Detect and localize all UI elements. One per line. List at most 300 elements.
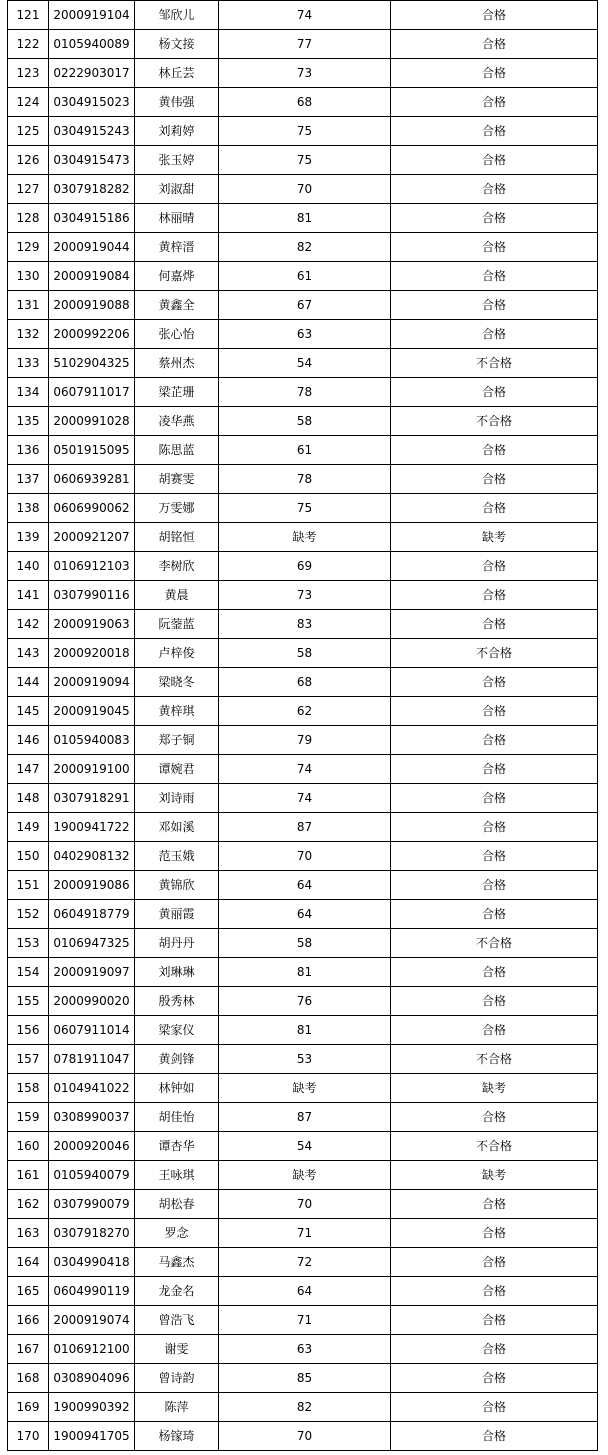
score-cell: 87 xyxy=(219,813,391,842)
row-number-cell: 157 xyxy=(8,1045,49,1074)
candidate-name-cell: 林丘芸 xyxy=(135,59,219,88)
candidate-name-cell: 卢梓俊 xyxy=(135,639,219,668)
table-row xyxy=(8,1364,598,1393)
result-cell: 合格 xyxy=(391,958,598,987)
row-number-cell: 163 xyxy=(8,1219,49,1248)
table-row xyxy=(8,1161,598,1190)
result-cell: 合格 xyxy=(391,59,598,88)
score-cell: 77 xyxy=(219,30,391,59)
result-cell: 合格 xyxy=(391,378,598,407)
score-cell: 70 xyxy=(219,1190,391,1219)
candidate-id-cell: 2000992206 xyxy=(49,320,135,349)
result-cell: 不合格 xyxy=(391,349,598,378)
row-number-cell: 129 xyxy=(8,233,49,262)
score-cell: 85 xyxy=(219,1364,391,1393)
row-number-cell: 131 xyxy=(8,291,49,320)
result-cell: 合格 xyxy=(391,1393,598,1422)
candidate-name-cell: 张玉婷 xyxy=(135,146,219,175)
table-row xyxy=(8,1248,598,1277)
result-cell: 合格 xyxy=(391,697,598,726)
candidate-id-cell: 1900990392 xyxy=(49,1393,135,1422)
table-row xyxy=(8,1074,598,1103)
row-number-cell: 122 xyxy=(8,30,49,59)
candidate-id-cell: 2000919094 xyxy=(49,668,135,697)
row-number-cell: 142 xyxy=(8,610,49,639)
result-cell: 合格 xyxy=(391,1335,598,1364)
candidate-name-cell: 王咏琪 xyxy=(135,1161,219,1190)
score-cell: 58 xyxy=(219,407,391,436)
candidate-name-cell: 罗念 xyxy=(135,1219,219,1248)
table-row xyxy=(8,871,598,900)
candidate-id-cell: 0106912100 xyxy=(49,1335,135,1364)
candidate-id-cell: 0307918291 xyxy=(49,784,135,813)
candidate-id-cell: 0105940079 xyxy=(49,1161,135,1190)
score-cell: 82 xyxy=(219,233,391,262)
candidate-id-cell: 0308990037 xyxy=(49,1103,135,1132)
result-cell: 合格 xyxy=(391,1277,598,1306)
score-table-body xyxy=(8,1,598,1451)
row-number-cell: 154 xyxy=(8,958,49,987)
candidate-name-cell: 黄伟强 xyxy=(135,88,219,117)
candidate-name-cell: 谭婉君 xyxy=(135,755,219,784)
result-cell: 合格 xyxy=(391,436,598,465)
row-number-cell: 159 xyxy=(8,1103,49,1132)
score-cell: 70 xyxy=(219,842,391,871)
row-number-cell: 130 xyxy=(8,262,49,291)
candidate-id-cell: 0304915186 xyxy=(49,204,135,233)
candidate-id-cell: 2000919044 xyxy=(49,233,135,262)
result-cell: 合格 xyxy=(391,1103,598,1132)
result-cell: 合格 xyxy=(391,755,598,784)
table-row xyxy=(8,1422,598,1451)
candidate-name-cell: 胡佳怡 xyxy=(135,1103,219,1132)
candidate-id-cell: 2000921207 xyxy=(49,523,135,552)
result-cell: 合格 xyxy=(391,1219,598,1248)
score-cell: 54 xyxy=(219,1132,391,1161)
candidate-name-cell: 黄丽霞 xyxy=(135,900,219,929)
row-number-cell: 135 xyxy=(8,407,49,436)
candidate-id-cell: 0607911017 xyxy=(49,378,135,407)
candidate-id-cell: 2000919100 xyxy=(49,755,135,784)
candidate-name-cell: 胡丹丹 xyxy=(135,929,219,958)
row-number-cell: 147 xyxy=(8,755,49,784)
table-row xyxy=(8,1335,598,1364)
table-row xyxy=(8,958,598,987)
row-number-cell: 143 xyxy=(8,639,49,668)
result-cell: 缺考 xyxy=(391,523,598,552)
result-cell: 不合格 xyxy=(391,639,598,668)
candidate-id-cell: 0607911014 xyxy=(49,1016,135,1045)
score-cell: 87 xyxy=(219,1103,391,1132)
result-cell: 合格 xyxy=(391,1016,598,1045)
candidate-name-cell: 杨镓琦 xyxy=(135,1422,219,1451)
table-row xyxy=(8,1045,598,1074)
result-cell: 合格 xyxy=(391,320,598,349)
table-row xyxy=(8,1219,598,1248)
row-number-cell: 127 xyxy=(8,175,49,204)
row-number-cell: 161 xyxy=(8,1161,49,1190)
candidate-id-cell: 0307918270 xyxy=(49,1219,135,1248)
result-cell: 缺考 xyxy=(391,1074,598,1103)
candidate-name-cell: 黄锦欣 xyxy=(135,871,219,900)
candidate-name-cell: 谭杏华 xyxy=(135,1132,219,1161)
table-row xyxy=(8,30,598,59)
candidate-name-cell: 阮蓥蓝 xyxy=(135,610,219,639)
candidate-id-cell: 2000919063 xyxy=(49,610,135,639)
result-cell: 合格 xyxy=(391,1364,598,1393)
candidate-name-cell: 杨文接 xyxy=(135,30,219,59)
score-cell: 63 xyxy=(219,1335,391,1364)
row-number-cell: 164 xyxy=(8,1248,49,1277)
table-row xyxy=(8,581,598,610)
candidate-id-cell: 2000919088 xyxy=(49,291,135,320)
score-cell: 83 xyxy=(219,610,391,639)
table-row xyxy=(8,262,598,291)
table-row xyxy=(8,88,598,117)
candidate-name-cell: 刘淑甜 xyxy=(135,175,219,204)
result-cell: 缺考 xyxy=(391,1161,598,1190)
table-row xyxy=(8,349,598,378)
candidate-id-cell: 0304915023 xyxy=(49,88,135,117)
score-cell: 78 xyxy=(219,465,391,494)
score-cell: 78 xyxy=(219,378,391,407)
result-cell: 合格 xyxy=(391,204,598,233)
candidate-id-cell: 2000920018 xyxy=(49,639,135,668)
table-row xyxy=(8,1103,598,1132)
candidate-name-cell: 胡赛雯 xyxy=(135,465,219,494)
candidate-name-cell: 刘琳琳 xyxy=(135,958,219,987)
row-number-cell: 138 xyxy=(8,494,49,523)
table-row xyxy=(8,784,598,813)
candidate-name-cell: 林丽晴 xyxy=(135,204,219,233)
result-cell: 合格 xyxy=(391,813,598,842)
candidate-name-cell: 陈萍 xyxy=(135,1393,219,1422)
score-cell: 缺考 xyxy=(219,1161,391,1190)
row-number-cell: 170 xyxy=(8,1422,49,1451)
score-cell: 74 xyxy=(219,755,391,784)
candidate-name-cell: 何嘉烨 xyxy=(135,262,219,291)
score-cell: 73 xyxy=(219,59,391,88)
result-cell: 不合格 xyxy=(391,1132,598,1161)
candidate-id-cell: 0307990079 xyxy=(49,1190,135,1219)
score-cell: 81 xyxy=(219,1016,391,1045)
table-row xyxy=(8,1,598,30)
row-number-cell: 149 xyxy=(8,813,49,842)
candidate-name-cell: 范玉娥 xyxy=(135,842,219,871)
result-cell: 合格 xyxy=(391,262,598,291)
candidate-name-cell: 黄鑫全 xyxy=(135,291,219,320)
score-cell: 61 xyxy=(219,436,391,465)
candidate-id-cell: 2000919084 xyxy=(49,262,135,291)
table-row xyxy=(8,900,598,929)
table-row xyxy=(8,610,598,639)
candidate-name-cell: 张心怡 xyxy=(135,320,219,349)
candidate-name-cell: 龙金名 xyxy=(135,1277,219,1306)
row-number-cell: 139 xyxy=(8,523,49,552)
candidate-id-cell: 0307918282 xyxy=(49,175,135,204)
candidate-name-cell: 刘莉婷 xyxy=(135,117,219,146)
row-number-cell: 133 xyxy=(8,349,49,378)
row-number-cell: 160 xyxy=(8,1132,49,1161)
table-row xyxy=(8,755,598,784)
table-row xyxy=(8,146,598,175)
score-cell: 75 xyxy=(219,494,391,523)
table-row xyxy=(8,639,598,668)
candidate-name-cell: 梁家仪 xyxy=(135,1016,219,1045)
candidate-name-cell: 凌华燕 xyxy=(135,407,219,436)
score-cell: 71 xyxy=(219,1219,391,1248)
row-number-cell: 124 xyxy=(8,88,49,117)
result-cell: 合格 xyxy=(391,1,598,30)
table-row xyxy=(8,552,598,581)
row-number-cell: 169 xyxy=(8,1393,49,1422)
result-cell: 不合格 xyxy=(391,1045,598,1074)
row-number-cell: 125 xyxy=(8,117,49,146)
result-cell: 合格 xyxy=(391,784,598,813)
score-cell: 76 xyxy=(219,987,391,1016)
table-row xyxy=(8,1306,598,1335)
candidate-id-cell: 1900941705 xyxy=(49,1422,135,1451)
score-cell: 68 xyxy=(219,88,391,117)
candidate-id-cell: 2000919086 xyxy=(49,871,135,900)
row-number-cell: 132 xyxy=(8,320,49,349)
row-number-cell: 165 xyxy=(8,1277,49,1306)
candidate-name-cell: 李树欣 xyxy=(135,552,219,581)
candidate-id-cell: 0308904096 xyxy=(49,1364,135,1393)
candidate-name-cell: 黄剑锋 xyxy=(135,1045,219,1074)
candidate-name-cell: 曾浩飞 xyxy=(135,1306,219,1335)
table-row xyxy=(8,726,598,755)
score-cell: 64 xyxy=(219,1277,391,1306)
candidate-id-cell: 2000920046 xyxy=(49,1132,135,1161)
result-cell: 合格 xyxy=(391,581,598,610)
table-row xyxy=(8,1190,598,1219)
candidate-name-cell: 黄梓琪 xyxy=(135,697,219,726)
candidate-name-cell: 胡铭恒 xyxy=(135,523,219,552)
table-row xyxy=(8,987,598,1016)
candidate-id-cell: 2000990020 xyxy=(49,987,135,1016)
score-cell: 68 xyxy=(219,668,391,697)
row-number-cell: 153 xyxy=(8,929,49,958)
candidate-name-cell: 殷秀林 xyxy=(135,987,219,1016)
result-cell: 合格 xyxy=(391,146,598,175)
candidate-name-cell: 蔡州杰 xyxy=(135,349,219,378)
table-row xyxy=(8,117,598,146)
score-cell: 缺考 xyxy=(219,523,391,552)
candidate-name-cell: 黄梓溍 xyxy=(135,233,219,262)
result-cell: 合格 xyxy=(391,610,598,639)
score-cell: 70 xyxy=(219,175,391,204)
table-row xyxy=(8,1132,598,1161)
candidate-name-cell: 万雯娜 xyxy=(135,494,219,523)
candidate-id-cell: 0304990418 xyxy=(49,1248,135,1277)
score-cell: 58 xyxy=(219,639,391,668)
result-cell: 合格 xyxy=(391,1248,598,1277)
row-number-cell: 145 xyxy=(8,697,49,726)
result-cell: 合格 xyxy=(391,900,598,929)
score-cell: 71 xyxy=(219,1306,391,1335)
candidate-name-cell: 林钟如 xyxy=(135,1074,219,1103)
result-cell: 合格 xyxy=(391,175,598,204)
score-cell: 缺考 xyxy=(219,1074,391,1103)
result-cell: 合格 xyxy=(391,552,598,581)
score-cell: 53 xyxy=(219,1045,391,1074)
row-number-cell: 123 xyxy=(8,59,49,88)
table-row xyxy=(8,697,598,726)
table-row xyxy=(8,813,598,842)
row-number-cell: 126 xyxy=(8,146,49,175)
row-number-cell: 167 xyxy=(8,1335,49,1364)
candidate-id-cell: 0222903017 xyxy=(49,59,135,88)
table-row xyxy=(8,407,598,436)
result-cell: 合格 xyxy=(391,465,598,494)
candidate-name-cell: 刘诗雨 xyxy=(135,784,219,813)
row-number-cell: 128 xyxy=(8,204,49,233)
table-row xyxy=(8,1393,598,1422)
table-row xyxy=(8,175,598,204)
candidate-name-cell: 马鑫杰 xyxy=(135,1248,219,1277)
table-row xyxy=(8,494,598,523)
score-cell: 70 xyxy=(219,1422,391,1451)
candidate-id-cell: 2000919074 xyxy=(49,1306,135,1335)
result-cell: 合格 xyxy=(391,233,598,262)
candidate-name-cell: 黄晨 xyxy=(135,581,219,610)
row-number-cell: 156 xyxy=(8,1016,49,1045)
table-row xyxy=(8,1016,598,1045)
candidate-id-cell: 0304915473 xyxy=(49,146,135,175)
row-number-cell: 140 xyxy=(8,552,49,581)
candidate-id-cell: 2000919104 xyxy=(49,1,135,30)
row-number-cell: 152 xyxy=(8,900,49,929)
candidate-name-cell: 陈思蓝 xyxy=(135,436,219,465)
table-row xyxy=(8,465,598,494)
candidate-id-cell: 0402908132 xyxy=(49,842,135,871)
result-cell: 合格 xyxy=(391,30,598,59)
result-cell: 不合格 xyxy=(391,929,598,958)
score-cell: 72 xyxy=(219,1248,391,1277)
result-cell: 合格 xyxy=(391,1190,598,1219)
score-cell: 61 xyxy=(219,262,391,291)
score-cell: 75 xyxy=(219,146,391,175)
table-row xyxy=(8,320,598,349)
score-cell: 62 xyxy=(219,697,391,726)
row-number-cell: 146 xyxy=(8,726,49,755)
score-cell: 64 xyxy=(219,871,391,900)
candidate-name-cell: 梁芷珊 xyxy=(135,378,219,407)
row-number-cell: 144 xyxy=(8,668,49,697)
score-cell: 63 xyxy=(219,320,391,349)
candidate-name-cell: 梁晓冬 xyxy=(135,668,219,697)
row-number-cell: 162 xyxy=(8,1190,49,1219)
candidate-id-cell: 5102904325 xyxy=(49,349,135,378)
row-number-cell: 158 xyxy=(8,1074,49,1103)
result-cell: 合格 xyxy=(391,987,598,1016)
candidate-name-cell: 邓如溪 xyxy=(135,813,219,842)
candidate-id-cell: 0105940083 xyxy=(49,726,135,755)
candidate-id-cell: 0606939281 xyxy=(49,465,135,494)
row-number-cell: 155 xyxy=(8,987,49,1016)
row-number-cell: 151 xyxy=(8,871,49,900)
candidate-id-cell: 0106912103 xyxy=(49,552,135,581)
score-cell: 67 xyxy=(219,291,391,320)
table-row xyxy=(8,1277,598,1306)
result-cell: 合格 xyxy=(391,842,598,871)
table-row xyxy=(8,436,598,465)
score-cell: 54 xyxy=(219,349,391,378)
candidate-name-cell: 谢雯 xyxy=(135,1335,219,1364)
result-cell: 合格 xyxy=(391,668,598,697)
score-cell: 75 xyxy=(219,117,391,146)
score-cell: 79 xyxy=(219,726,391,755)
row-number-cell: 121 xyxy=(8,1,49,30)
table-row xyxy=(8,59,598,88)
row-number-cell: 168 xyxy=(8,1364,49,1393)
score-cell: 73 xyxy=(219,581,391,610)
row-number-cell: 141 xyxy=(8,581,49,610)
candidate-id-cell: 0501915095 xyxy=(49,436,135,465)
score-cell: 69 xyxy=(219,552,391,581)
candidate-name-cell: 胡松春 xyxy=(135,1190,219,1219)
table-row xyxy=(8,668,598,697)
candidate-id-cell: 0604918779 xyxy=(49,900,135,929)
result-cell: 合格 xyxy=(391,871,598,900)
candidate-id-cell: 0307990116 xyxy=(49,581,135,610)
score-cell: 74 xyxy=(219,1,391,30)
candidate-id-cell: 0606990062 xyxy=(49,494,135,523)
candidate-id-cell: 2000919097 xyxy=(49,958,135,987)
score-cell: 81 xyxy=(219,958,391,987)
table-row xyxy=(8,204,598,233)
result-cell: 不合格 xyxy=(391,407,598,436)
candidate-id-cell: 0781911047 xyxy=(49,1045,135,1074)
table-row xyxy=(8,929,598,958)
result-cell: 合格 xyxy=(391,291,598,320)
candidate-id-cell: 0304915243 xyxy=(49,117,135,146)
row-number-cell: 166 xyxy=(8,1306,49,1335)
row-number-cell: 148 xyxy=(8,784,49,813)
candidate-id-cell: 0105940089 xyxy=(49,30,135,59)
table-row xyxy=(8,842,598,871)
row-number-cell: 134 xyxy=(8,378,49,407)
row-number-cell: 150 xyxy=(8,842,49,871)
score-cell: 82 xyxy=(219,1393,391,1422)
candidate-id-cell: 0106947325 xyxy=(49,929,135,958)
score-cell: 81 xyxy=(219,204,391,233)
result-cell: 合格 xyxy=(391,726,598,755)
result-cell: 合格 xyxy=(391,88,598,117)
candidate-id-cell: 0604990119 xyxy=(49,1277,135,1306)
candidate-name-cell: 曾诗韵 xyxy=(135,1364,219,1393)
result-cell: 合格 xyxy=(391,1422,598,1451)
row-number-cell: 137 xyxy=(8,465,49,494)
candidate-id-cell: 0104941022 xyxy=(49,1074,135,1103)
row-number-cell: 136 xyxy=(8,436,49,465)
table-row xyxy=(8,291,598,320)
candidate-id-cell: 1900941722 xyxy=(49,813,135,842)
score-cell: 58 xyxy=(219,929,391,958)
candidate-name-cell: 邹欣儿 xyxy=(135,1,219,30)
result-cell: 合格 xyxy=(391,117,598,146)
table-row xyxy=(8,523,598,552)
score-cell: 64 xyxy=(219,900,391,929)
table-row xyxy=(8,378,598,407)
table-row xyxy=(8,233,598,262)
score-cell: 74 xyxy=(219,784,391,813)
candidate-id-cell: 2000991028 xyxy=(49,407,135,436)
candidate-id-cell: 2000919045 xyxy=(49,697,135,726)
candidate-name-cell: 郑子铜 xyxy=(135,726,219,755)
result-cell: 合格 xyxy=(391,494,598,523)
